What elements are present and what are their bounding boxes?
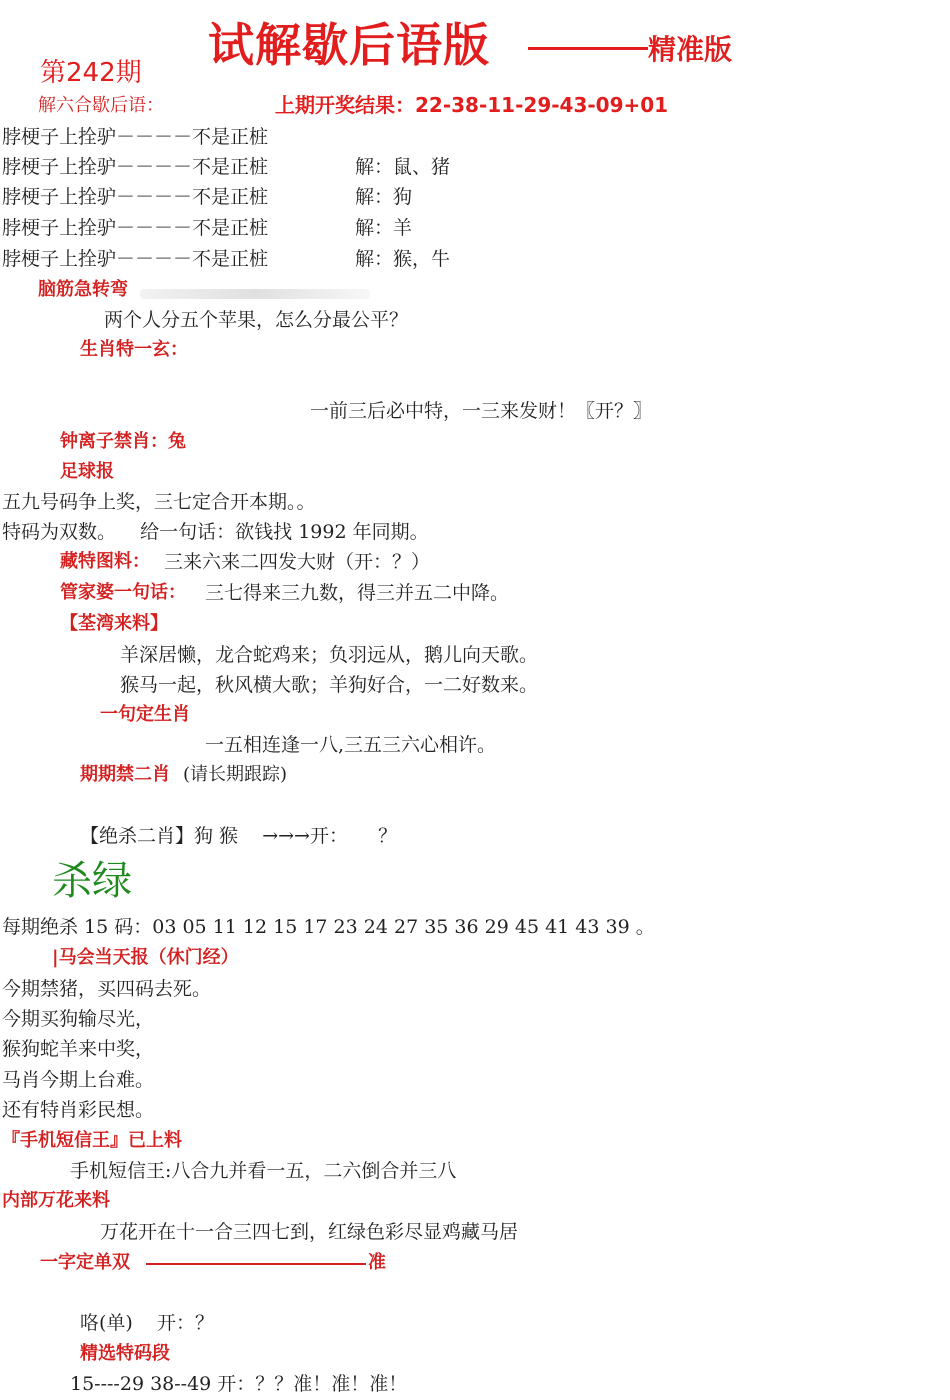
single-double-suffix: 准 xyxy=(368,1252,386,1273)
riddle-line: 脖梗子上拴驴－－－－不是正桩 xyxy=(2,248,269,270)
taiwan-label: 【荃湾来料】 xyxy=(60,613,168,634)
section-label: 解六合歇后语： xyxy=(38,95,164,116)
riddle-answer: 解：羊 xyxy=(355,217,413,239)
zodiac-label: 生肖特一玄： xyxy=(80,339,188,360)
riddle-line: 脖梗子上拴驴－－－－不是正桩 xyxy=(2,186,269,208)
zhongli-ban: 钟离子禁肖：兔 xyxy=(60,431,186,452)
football-label: 足球报 xyxy=(60,461,114,482)
horse-label: |马会当天报（休门经） xyxy=(52,947,239,968)
title-suffix: 精准版 xyxy=(648,33,733,66)
riddle-answer: 解：猴，牛 xyxy=(355,248,451,270)
zodiac-text: 一前三后必中特，一三来发财！〖开？〗 xyxy=(310,400,653,422)
title-dash xyxy=(522,40,654,56)
wanhua-label: 内部万花来料 xyxy=(2,1190,110,1211)
horse-line: 今期禁猪，买四码去死。 xyxy=(2,978,212,1000)
wanhua-text: 万花开在十一合三四七到，红绿色彩尽显鸡藏马居 xyxy=(100,1221,519,1243)
riddle-line: 脖梗子上拴驴－－－－不是正桩 xyxy=(2,217,269,239)
housekeeper-text: 三七得来三九数，得三并五二中降。 xyxy=(205,582,510,604)
horse-line: 今期买狗输尽光， xyxy=(2,1008,155,1030)
riddle-line: 脖梗子上拴驴－－－－不是正桩 xyxy=(2,126,269,148)
brain-text: 两个人分五个苹果，怎么分最公平？ xyxy=(104,309,409,331)
housekeeper-label: 管家婆一句话： xyxy=(60,582,186,603)
football-line: 五九号码争上奖，三七定合开本期。。 xyxy=(2,491,316,513)
single-double-dash xyxy=(146,1263,366,1265)
selected-label: 精选特码段 xyxy=(80,1343,170,1364)
taiwan-line: 猴马一起，秋风横大歌；羊狗好合，一二好数来。 xyxy=(120,674,539,696)
horse-line: 还有特肖彩民想。 xyxy=(2,1099,155,1121)
issue-number: 第242期 xyxy=(40,58,142,88)
hidden-label: 藏特图料： xyxy=(60,551,150,572)
selected-text: 15----29 38--49 开：？？准！准！准！ xyxy=(70,1373,408,1395)
ban-two-label: 期期禁二肖 xyxy=(80,764,170,785)
kill-15-line: 每期绝杀 15 码：03 05 11 12 15 17 23 24 27 35 36 29 45 41 43 39 。 xyxy=(2,916,655,938)
riddle-line: 脖梗子上拴驴－－－－不是正桩 xyxy=(2,156,269,178)
horse-line: 马肖今期上台难。 xyxy=(2,1069,155,1091)
taiwan-line: 羊深居懒，龙合蛇鸡来；负羽远从，鹅儿向天歌。 xyxy=(120,644,539,666)
riddle-answer: 解：狗 xyxy=(355,186,413,208)
brain-label: 脑筋急转弯 xyxy=(38,279,128,300)
single-double-label: 一字定单双 xyxy=(40,1252,130,1273)
last-result: 上期开奖结果：22-38-11-29-43-09+01 xyxy=(275,93,669,117)
single-double-text: 咯(单) 开：？ xyxy=(80,1312,214,1334)
one-sentence-text: 一五相连逢一八,三五三六心相许。 xyxy=(205,734,497,756)
hidden-text: 三来六来二四发大财（开：？） xyxy=(164,551,431,573)
kill-two-line: 【绝杀二肖】狗 猴 →→→开： ？ xyxy=(80,825,398,847)
ban-two-note: (请长期跟踪) xyxy=(183,764,288,785)
one-sentence-label: 一句定生肖 xyxy=(100,704,190,725)
riddle-answer: 解：鼠、猪 xyxy=(355,156,451,178)
football-line: 特码为双数。 给一句话：欲钱找 1992 年同期。 xyxy=(2,521,429,543)
ink-smear xyxy=(140,289,370,299)
sms-label: 『手机短信王』已上料 xyxy=(2,1130,182,1151)
sms-text: 手机短信王:八合九并看一五，二六倒合并三八 xyxy=(70,1160,457,1182)
horse-line: 猴狗蛇羊来中奖， xyxy=(2,1038,155,1060)
page-title: 试解歇后语版 xyxy=(208,18,490,72)
kill-green-heading: 杀绿 xyxy=(52,858,132,904)
